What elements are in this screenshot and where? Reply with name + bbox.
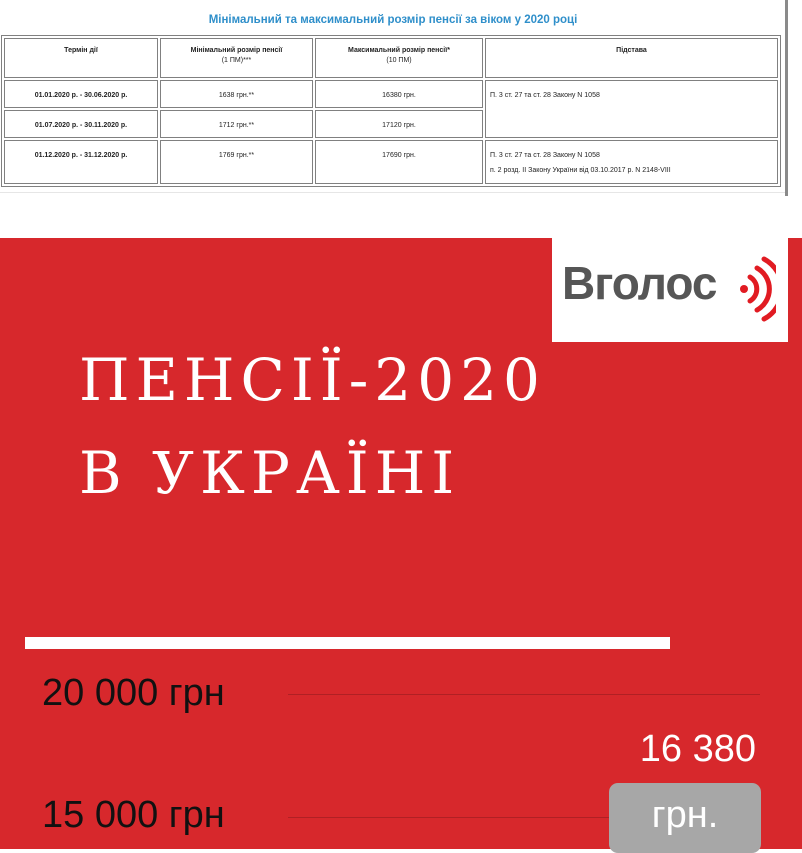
cell-max: 17120 грн.	[315, 110, 483, 138]
headline-line-2: В УКРАЇНІ	[79, 439, 461, 507]
header-period: Термін дії	[4, 38, 158, 78]
banner-headline	[79, 334, 546, 520]
cell-max: 16380 грн.	[315, 80, 483, 108]
cell-min: 1769 грн.**	[160, 140, 313, 184]
cell-period: 01.07.2020 р. - 30.11.2020 р.	[4, 110, 158, 138]
grid-line	[288, 694, 760, 695]
header-max-label: Максимальний розмір пенсії*	[348, 47, 450, 54]
cell-min: 1638 грн.**	[160, 80, 313, 108]
table-header-row	[4, 38, 778, 78]
cell-basis-line1: П. 3 ст. 27 та ст. 28 Закону N 1058	[490, 152, 600, 159]
cell-period: 01.12.2020 р. - 31.12.2020 р.	[4, 140, 158, 184]
header-max	[315, 38, 483, 78]
header-max-sub: (10 ПМ)	[386, 57, 412, 64]
header-min	[160, 38, 313, 78]
header-min-label: Мінімальний розмір пенсії	[190, 47, 283, 54]
cell-max: 17690 грн.	[315, 140, 483, 184]
axis-label-20000: 20 000 грн	[42, 672, 225, 714]
cell-basis: П. 3 ст. 27 та ст. 28 Закону N 1058	[485, 80, 778, 138]
headline-line-1: ПЕНСІЇ-2020	[79, 346, 546, 414]
header-min-sub: (1 ПМ)***	[221, 57, 252, 64]
header-basis: Підстава	[485, 38, 778, 78]
pension-table-screenshot	[0, 0, 802, 238]
axis-label-15000: 15 000 грн	[42, 794, 225, 836]
cell-min: 1712 грн.**	[160, 110, 313, 138]
cell-basis-line2: п. 2 розд. ІІ Закону України від 03.10.2017 р. N 2148-VIII	[490, 167, 671, 174]
page-edge-divider	[785, 0, 788, 196]
cell-basis	[485, 140, 778, 184]
pension-banner	[0, 238, 802, 849]
table-row	[4, 140, 778, 184]
sound-waves-icon	[740, 256, 776, 322]
table-row	[4, 80, 778, 108]
logo-text: Вголос	[562, 257, 717, 309]
white-divider-bar	[25, 637, 670, 649]
vgolos-logo	[552, 238, 788, 342]
cell-period: 01.01.2020 р. - 30.06.2020 р.	[4, 80, 158, 108]
table-bottom-divider	[0, 192, 786, 193]
unit-badge: грн.	[609, 783, 761, 853]
table-title: Мінімальний та максимальний розмір пенсії за віком у 2020 році	[208, 14, 578, 26]
pension-table	[1, 35, 781, 187]
pension-value: 16 380	[639, 728, 756, 770]
